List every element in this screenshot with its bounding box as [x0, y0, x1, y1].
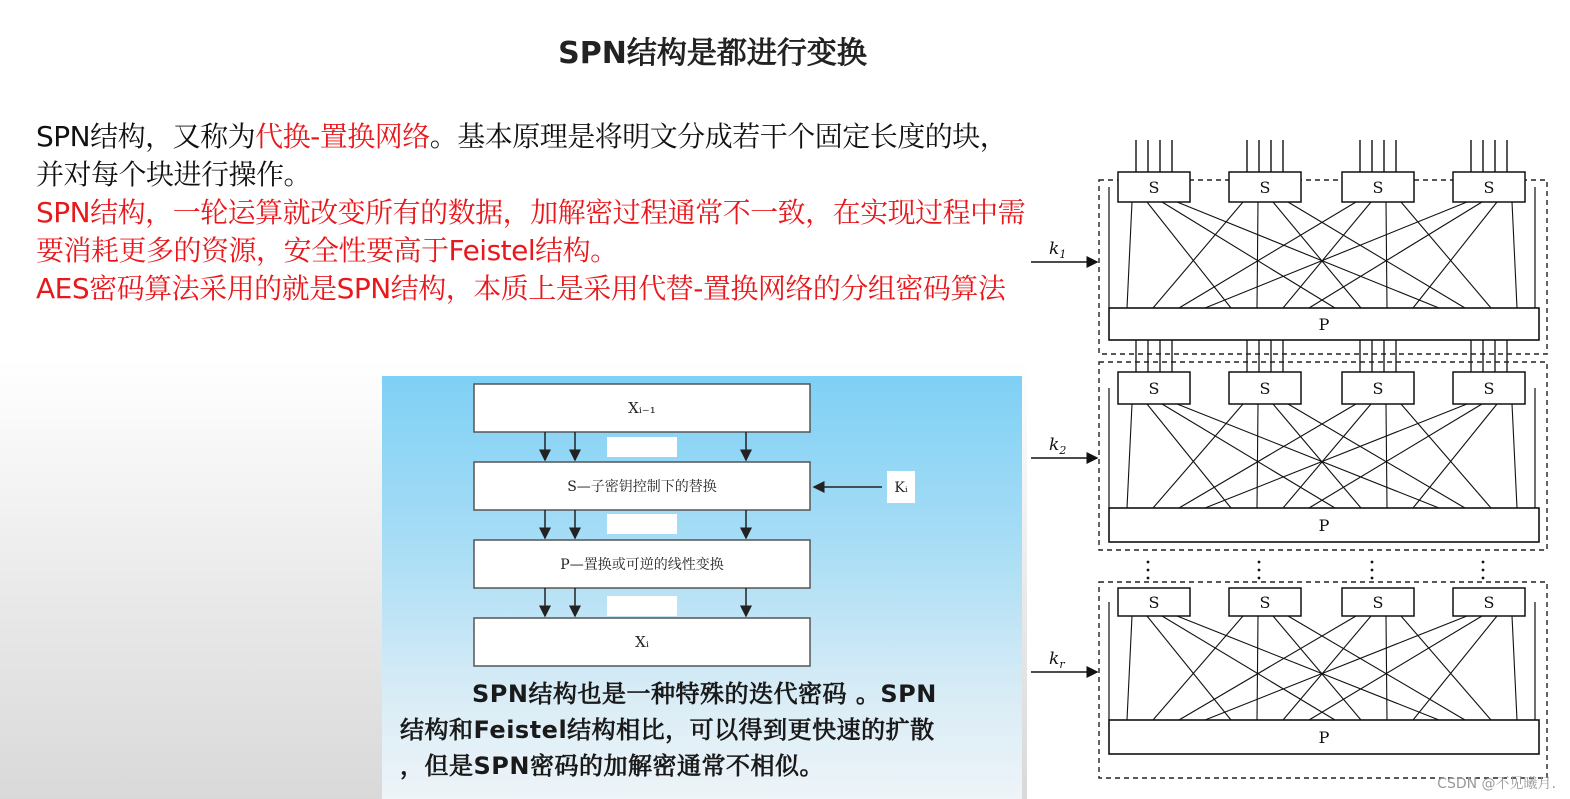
spn-wires [1109, 140, 1535, 720]
s-box-label: S [1483, 379, 1495, 398]
s-box-label: S [1259, 379, 1271, 398]
caption-line-2: 结构和Feistel结构相比，可以得到更快速的扩散 [400, 716, 935, 744]
spn-network-figure [1027, 110, 1570, 799]
spn-keys [1031, 239, 1097, 672]
diffusion-wire [1283, 616, 1371, 720]
diffusion-wire [1153, 202, 1243, 308]
spn-network-diagram [1027, 110, 1570, 799]
s-box-label: S [1148, 593, 1160, 612]
subkey-label: Kᵢ [894, 480, 908, 496]
continuation-dot [1371, 577, 1374, 580]
diffusion-wire [1273, 404, 1361, 508]
continuation-dot [1482, 561, 1485, 564]
diffusion-wire [1512, 202, 1517, 308]
diffusion-wire [1288, 616, 1465, 720]
diffusion-wire [1386, 616, 1387, 720]
intro-paragraph-1 [36, 118, 1026, 194]
continuation-dot [1258, 561, 1261, 564]
p-box-label: P [1318, 516, 1330, 535]
p-box-label: P [1318, 728, 1330, 747]
s-box-label: S [1148, 178, 1160, 197]
continuation-dot [1371, 561, 1374, 564]
diffusion-wire [1401, 202, 1491, 308]
s-box-label: S [1372, 379, 1384, 398]
diffusion-wire [1127, 404, 1132, 508]
spn-round-flow-figure [382, 376, 1022, 799]
s-box-label: S [1372, 178, 1384, 197]
intro-paragraph-2: SPN结构，一轮运算就改变所有的数据，加解密过程通常不一致，在实现过程中需要消耗更多的资源，安全性要高于Feistel结构。 [36, 196, 1026, 267]
diffusion-wire [1179, 616, 1356, 720]
diffusion-wire [1386, 202, 1387, 308]
intro-p1-highlight: 代换-置换网络 [255, 120, 430, 153]
diffusion-wire [1386, 404, 1387, 508]
diffusion-wire [1283, 202, 1371, 308]
watermark: CSDN @不见曦月. [1437, 776, 1556, 792]
s-box-label: S [1372, 593, 1384, 612]
continuation-dot [1147, 561, 1150, 564]
diffusion-wire [1512, 616, 1517, 720]
round-key-label: $k_2$ [1049, 435, 1067, 457]
diffusion-wire [1153, 404, 1243, 508]
gap-marker-2 [607, 514, 677, 534]
s-box-label: S [1259, 178, 1271, 197]
diffusion-wire [1257, 616, 1258, 720]
s-box-label: S [1483, 178, 1495, 197]
intro-p1-start: SPN结构，又称为 [36, 120, 256, 153]
caption-line-3: ，但是SPN密码的加解密通常不相似。 [400, 752, 824, 780]
diffusion-wire [1257, 404, 1258, 508]
continuation-dot [1482, 577, 1485, 580]
s-box-label: S [1259, 593, 1271, 612]
s-box-label: S [1148, 379, 1160, 398]
spn-round-flow-diagram [382, 376, 1022, 676]
block-x-prev-label: Xᵢ₋₁ [628, 399, 656, 417]
slide-title: SPN结构是都进行变换 [558, 36, 867, 71]
caption-line-1: SPN结构也是一种特殊的迭代密码 。SPN [472, 680, 937, 708]
diffusion-wire [1127, 202, 1132, 308]
diffusion-wire [1401, 616, 1491, 720]
intro-text [36, 118, 1026, 308]
diffusion-wire [1401, 404, 1491, 508]
s-substitution-label: S—子密钥控制下的替换 [567, 479, 717, 495]
diffusion-wire [1283, 404, 1371, 508]
gap-marker-3 [607, 596, 677, 616]
diffusion-wire [1179, 202, 1356, 308]
p-permutation-label: P—置换或可逆的线性变换 [560, 557, 724, 573]
block-x-out-label: Xᵢ [635, 633, 649, 651]
s-box-label: S [1483, 593, 1495, 612]
round-key-label: $k_r$ [1049, 649, 1065, 671]
diffusion-wire [1512, 404, 1517, 508]
intro-paragraph-3: AES密码算法采用的就是SPN结构，本质上是采用代替-置换网络的分组密码算法 [36, 272, 1006, 305]
diffusion-wire [1273, 616, 1361, 720]
diffusion-wire [1273, 202, 1361, 308]
continuation-dot [1258, 577, 1261, 580]
round-key-label: $k_1$ [1049, 239, 1067, 261]
continuation-dot [1371, 569, 1374, 572]
continuation-dot [1258, 569, 1261, 572]
gap-marker-1 [607, 437, 677, 457]
diffusion-wire [1288, 404, 1465, 508]
diffusion-wire [1127, 616, 1132, 720]
intro-p1-end: 。基本原理是将明文分成若干个固定长度的块，并对每个块进行操作。 [36, 120, 1008, 191]
figure-caption [400, 676, 1010, 784]
diffusion-wire [1179, 404, 1356, 508]
continuation-dot [1147, 577, 1150, 580]
p-box-label: P [1318, 315, 1330, 334]
continuation-dot [1147, 569, 1150, 572]
diffusion-wire [1288, 202, 1465, 308]
diffusion-wire [1257, 202, 1258, 308]
continuation-dot [1482, 569, 1485, 572]
diffusion-wire [1153, 616, 1243, 720]
